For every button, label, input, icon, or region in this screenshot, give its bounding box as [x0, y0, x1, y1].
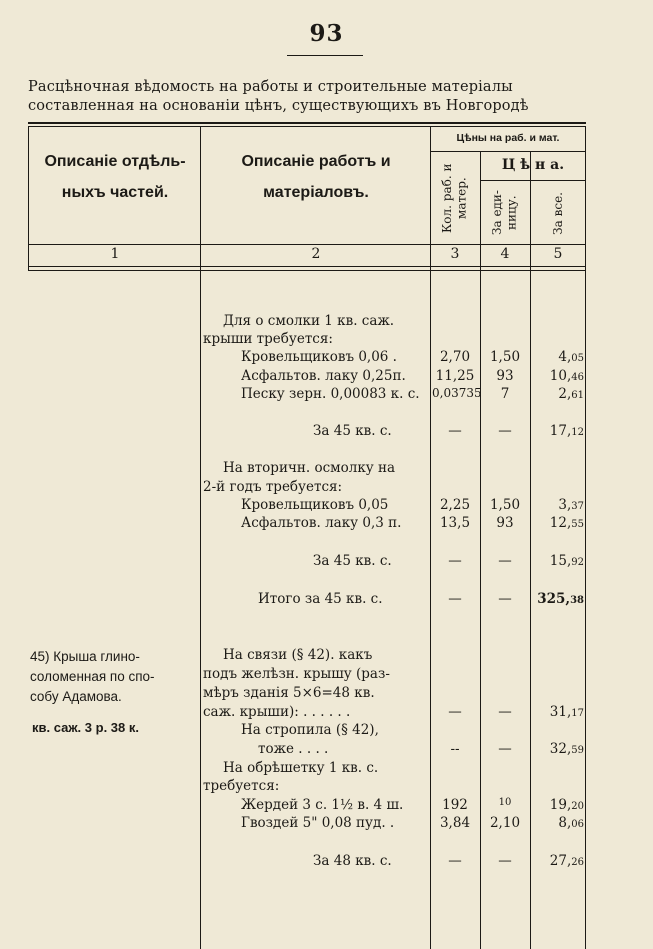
row-desc: На вторичн. осмолку на [223, 460, 396, 476]
header-col5-cell [532, 183, 584, 243]
row-total-main: 31, [549, 704, 572, 720]
header-price: Ц ѣ н а. [501, 157, 565, 173]
row-total [532, 423, 584, 439]
row-total-main: 19, [549, 797, 572, 813]
header-col1 [30, 146, 200, 208]
row-unit-price: 93 [496, 515, 514, 531]
price-rule [480, 180, 586, 181]
row-total-kop: 46 [571, 372, 584, 383]
row-unit-price: 1,50 [489, 497, 521, 513]
row-total [532, 386, 584, 402]
row-desc: крыши требуется: [203, 331, 333, 347]
row-total-kop: 92 [571, 557, 584, 568]
row-qty: 2,25 [439, 497, 471, 513]
row-total-main: 15, [549, 553, 572, 569]
header-col2-line2: матеріаловъ. [263, 184, 369, 202]
row-total-kop: 26 [571, 857, 584, 868]
row-total-main: 8, [558, 815, 572, 831]
row-total-main: 3, [558, 497, 572, 513]
row-total-main: 10, [549, 368, 572, 384]
row-desc: Гвоздей 5" 0,08 пуд. . [241, 815, 395, 831]
header-col3-cell [432, 154, 478, 242]
row-qty: 2,70 [439, 349, 471, 365]
numbers-rule-2 [28, 270, 586, 271]
row-qty: 11,25 [435, 368, 475, 384]
row-total-kop: 05 [571, 353, 584, 364]
section-45-price: кв. саж. 3 р. 38 к. [32, 720, 139, 735]
row-unit-price: — [498, 741, 512, 757]
section-45-title [30, 647, 200, 707]
row-total [532, 515, 584, 531]
row-desc: Песку зерн. 0,00083 к. с. [241, 386, 420, 402]
header-col4: За еди-ницу. [490, 190, 519, 236]
row-total-kop: 38 [570, 595, 584, 606]
section-45-line1: 45) Крыша глино- [30, 649, 140, 664]
row-qty: 13,5 [439, 515, 471, 531]
row-total-main: 4, [558, 349, 572, 365]
row-unit-price: — [498, 704, 512, 720]
row-total [532, 797, 584, 813]
page-number: 93 [309, 20, 344, 47]
row-total [532, 853, 584, 869]
row-desc: тоже . . . . [258, 741, 329, 757]
column-rule-1 [200, 126, 201, 949]
row-total-main: 27, [549, 853, 572, 869]
row-total [532, 591, 584, 607]
table-top-rule [28, 122, 586, 124]
row-qty: — [448, 423, 462, 439]
row-total [532, 553, 584, 569]
table-right-rule [585, 126, 586, 949]
row-total-kop: 61 [571, 390, 584, 401]
col-number-1: 1 [110, 246, 120, 262]
row-subtotal-label: За 45 кв. с. [313, 553, 392, 569]
col-number-3: 3 [450, 246, 460, 262]
row-desc: Асфальтов. лаку 0,3 п. [241, 515, 402, 531]
row-desc: Кровельщиковъ 0,06 . [241, 349, 397, 365]
section-45-line3: собу Адамова. [30, 689, 122, 704]
row-subtotal-label: За 48 кв. с. [313, 853, 392, 869]
row-desc: мѣръ зданія 5×6=48 кв. [203, 685, 375, 701]
row-total-main: 32, [549, 741, 572, 757]
row-qty: 192 [442, 797, 468, 813]
row-unit-price: — [498, 591, 512, 607]
row-total-kop: 17 [571, 708, 584, 719]
row-total [532, 704, 584, 720]
row-total [532, 349, 584, 365]
header-prices: Цѣны на раб. и мат. [456, 132, 560, 144]
row-subtotal-label: За 45 кв. с. [313, 423, 392, 439]
row-qty: -- [450, 741, 460, 757]
prices-rule [430, 151, 586, 152]
title-line-1: Расцѣночная вѣдомость на работы и строительные матеріалы [28, 79, 513, 95]
header-col1-line1: Описаніе отдѣль- [44, 153, 186, 170]
row-unit-price: — [498, 853, 512, 869]
column-rule-4 [530, 151, 531, 949]
row-total-kop: 20 [571, 801, 584, 812]
row-unit-price: 7 [500, 386, 510, 402]
row-desc: требуется: [203, 778, 280, 794]
row-total [532, 497, 584, 513]
row-qty: — [448, 591, 462, 607]
row-unit-price: 2,10 [489, 815, 521, 831]
row-desc: Асфальтов. лаку 0,25п. [241, 368, 406, 384]
row-unit-price: 1,50 [489, 349, 521, 365]
row-total-main: 325, [537, 591, 571, 607]
row-qty: — [448, 853, 462, 869]
row-total-main: 12, [549, 515, 572, 531]
row-total-kop: 55 [571, 519, 584, 530]
col-number-4: 4 [500, 246, 510, 262]
row-desc: 2-й годъ требуется: [203, 479, 343, 495]
row-total [532, 815, 584, 831]
header-col3: Кол. раб. и матер. [440, 163, 469, 233]
row-qty: 3,84 [439, 815, 471, 831]
row-total-label: Итого за 45 кв. с. [258, 591, 383, 607]
header-col1-line2: ныхъ частей. [61, 184, 169, 202]
col-number-5: 5 [553, 246, 563, 262]
col-number-2: 2 [311, 246, 321, 262]
row-desc: саж. крыши): . . . . . . [203, 704, 351, 720]
row-desc: Для о смолки 1 кв. саж. [223, 313, 395, 329]
row-unit-price: — [498, 553, 512, 569]
title-line-2: составленная на основаніи цѣнъ, существующихъ въ Новгородѣ [28, 98, 529, 114]
row-desc: Кровельщиковъ 0,05 [241, 497, 389, 513]
row-qty: 0,03735 [432, 386, 482, 400]
row-total-kop: 12 [571, 427, 584, 438]
table-left-rule [28, 126, 29, 270]
row-desc: На стропила (§ 42), [241, 722, 379, 738]
row-total [532, 368, 584, 384]
header-col2 [202, 146, 430, 208]
table-top-rule-2 [28, 126, 586, 127]
header-col4-cell [482, 183, 528, 243]
numbers-rule [28, 266, 586, 267]
row-total-kop: 37 [571, 501, 584, 512]
page-number-rule [287, 55, 363, 56]
row-desc: На связи (§ 42). какъ [223, 647, 373, 663]
row-unit-price: 93 [496, 368, 514, 384]
header-bottom-rule [28, 244, 586, 245]
header-col2-line1: Описаніе работъ и [241, 153, 391, 170]
row-unit-price: — [498, 423, 512, 439]
row-total-kop: 59 [571, 745, 584, 756]
row-unit-price: 10 [498, 797, 512, 808]
section-45-line2: соломенная по спо- [30, 669, 155, 684]
header-col5: За все. [550, 191, 565, 235]
row-qty: — [448, 553, 462, 569]
row-total-main: 17, [549, 423, 572, 439]
row-desc: На обрѣшетку 1 кв. с. [223, 760, 379, 776]
row-total-kop: 06 [571, 819, 584, 830]
row-desc: подъ желѣзн. крышу (раз- [203, 666, 390, 682]
row-total-main: 2, [558, 386, 572, 402]
column-rule-3 [480, 151, 481, 949]
row-desc: Жердей 3 с. 1½ в. 4 ш. [241, 797, 404, 813]
row-total [532, 741, 584, 757]
row-qty: — [448, 704, 462, 720]
